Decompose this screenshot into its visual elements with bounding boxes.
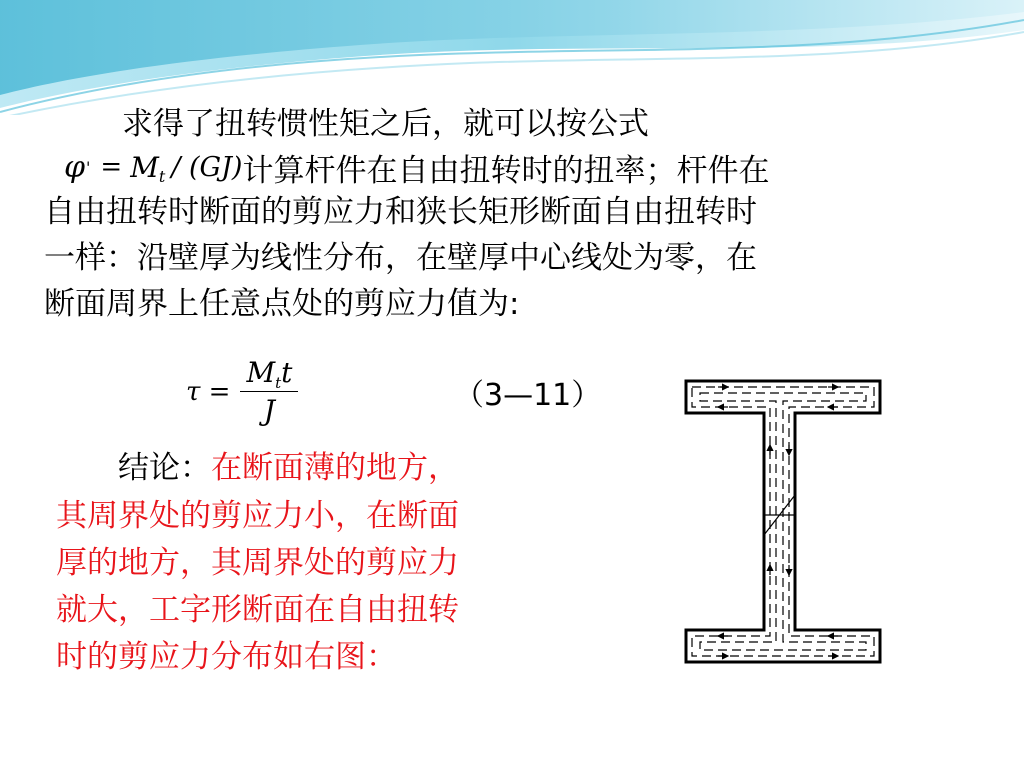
equation-numerator: $M_tt$ bbox=[240, 356, 298, 392]
equation-fraction bbox=[240, 356, 298, 427]
shear-stress-equation bbox=[186, 356, 298, 427]
flow-arrows bbox=[718, 387, 838, 656]
equation-lhs: τ = bbox=[186, 376, 231, 407]
phi-prime: ' bbox=[86, 157, 91, 177]
para1-line4: 一样：沿壁厚为线性分布，在壁厚中心线处为零，在 bbox=[44, 240, 757, 276]
para1-line2-text: 计算杆件在自由扭转时的扭率；杆件在 bbox=[242, 152, 770, 189]
phi-symbol: φ bbox=[64, 149, 86, 185]
para1-line3: 自由扭转时断面的剪应力和狭长矩形断面自由扭转时 bbox=[44, 194, 757, 230]
stress-distribution-mark bbox=[764, 495, 795, 535]
inline-formula-line bbox=[64, 145, 769, 189]
para1-line5: 断面周界上任意点处的剪应力值为: bbox=[44, 286, 520, 322]
conclusion-line4: 就大，工字形断面在自由扭转 bbox=[56, 592, 459, 628]
conclusion-line2: 其周界处的剪应力小，在断面 bbox=[56, 498, 459, 534]
i-beam-shear-flow-diagram bbox=[678, 375, 888, 670]
conclusion-line1: 在断面薄的地方， bbox=[211, 450, 459, 486]
para1-line1: 求得了扭转惯性矩之后，就可以按公式 bbox=[122, 106, 649, 142]
formula-M: M bbox=[130, 150, 159, 184]
shear-flow-loops bbox=[692, 387, 874, 656]
equation-denominator: J bbox=[263, 394, 276, 427]
i-beam-outline bbox=[686, 381, 880, 662]
formula-t-subscript: t bbox=[158, 166, 166, 186]
formula-equals: = bbox=[100, 152, 123, 182]
formula-GJ: / (GJ) bbox=[171, 151, 243, 183]
conclusion-block-line1 bbox=[118, 446, 459, 490]
equation-number: （3—11） bbox=[454, 378, 602, 413]
header-wave-banner bbox=[0, 0, 1024, 115]
conclusion-label: 结论： bbox=[118, 450, 211, 486]
conclusion-line5: 时的剪应力分布如右图： bbox=[56, 639, 397, 675]
conclusion-line3: 厚的地方，其周界处的剪应力 bbox=[56, 545, 459, 581]
